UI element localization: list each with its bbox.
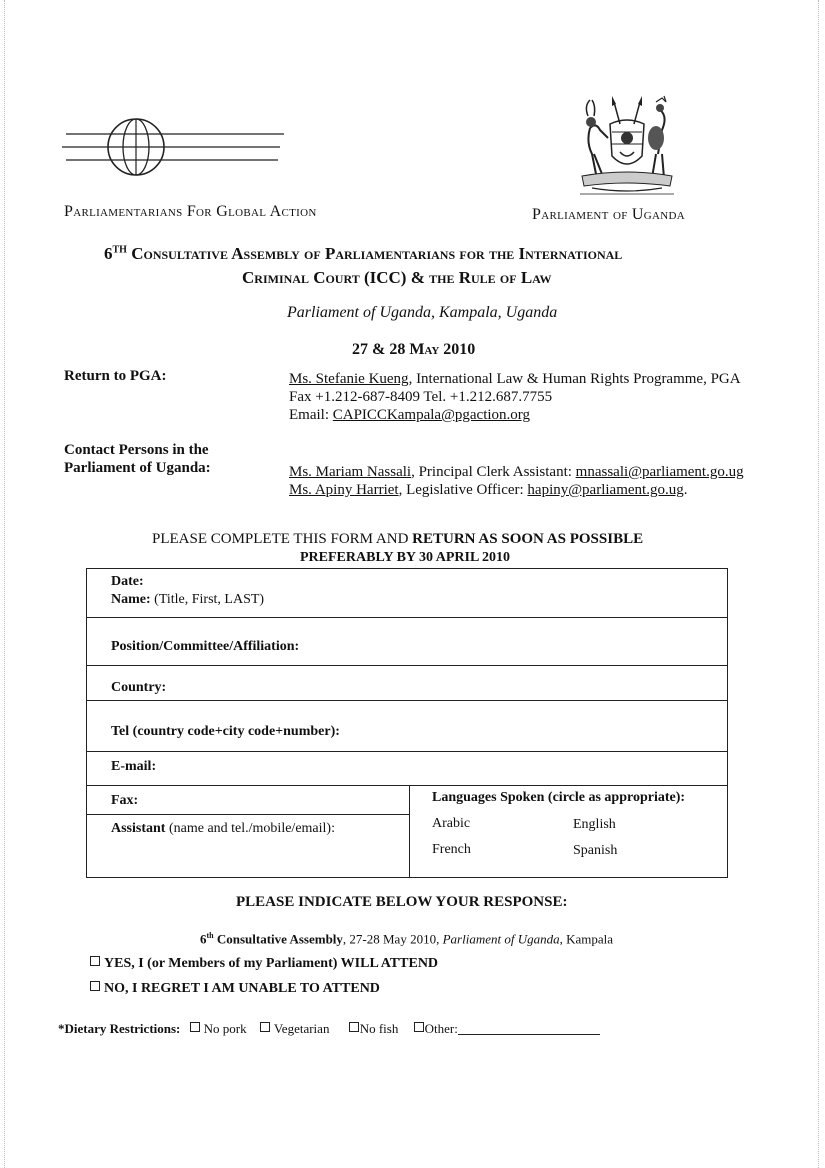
assistant-field-label[interactable] xyxy=(111,821,335,837)
org-pga-name: Parliamentarians For Global Action xyxy=(64,203,317,220)
tel-field-label[interactable]: Tel (country code+city code+number): xyxy=(111,724,340,739)
return-email-link[interactable]: CAPICCKampala@pgaction.org xyxy=(332,407,531,423)
event-dates: , 27-28 May 2010, xyxy=(342,931,443,947)
return-to-details xyxy=(289,370,779,424)
form-divider xyxy=(87,617,727,618)
attend-no-checkbox[interactable] xyxy=(90,981,100,991)
diet-vegetarian-checkbox[interactable] xyxy=(260,1022,270,1032)
form-divider xyxy=(87,700,727,701)
event-ordinal-sup: th xyxy=(206,931,214,940)
country-field-label[interactable]: Country: xyxy=(111,680,167,695)
name-label: Name: xyxy=(111,592,151,607)
title-ordinal: 6 xyxy=(104,244,113,263)
title-rest: Consultative Assembly of Parliamentarians for the International xyxy=(126,244,623,263)
fax-divider xyxy=(87,814,409,815)
return-contact-line xyxy=(289,370,779,388)
language-french[interactable]: French xyxy=(432,842,471,857)
diet-other-blank[interactable] xyxy=(458,1034,600,1035)
contact-2-end: . xyxy=(683,482,688,498)
return-contact-name: Ms. Stefanie Kueng xyxy=(289,371,409,387)
contact-person-1 xyxy=(289,463,789,481)
form-divider xyxy=(87,665,727,666)
diet-no-pork-label: No pork xyxy=(203,1021,247,1036)
attend-yes-option[interactable] xyxy=(90,956,438,972)
contacts-label xyxy=(64,441,211,477)
position-field-label[interactable]: Position/Committee/Affiliation: xyxy=(111,639,300,654)
contact-2-email[interactable]: hapiny@parliament.go.ug xyxy=(527,482,684,498)
name-field-label[interactable] xyxy=(111,592,264,608)
date-field-label[interactable]: Date: xyxy=(111,574,144,589)
registration-form xyxy=(86,568,728,878)
diet-no-fish-checkbox[interactable] xyxy=(349,1022,359,1032)
assistant-hint: (name and tel./mobile/email): xyxy=(165,821,335,836)
instructions-plain: PLEASE COMPLETE THIS FORM AND xyxy=(152,531,413,547)
dates-days: 27 & 28 xyxy=(352,341,410,358)
uganda-coat-of-arms xyxy=(572,94,682,198)
scan-edge-left xyxy=(4,0,5,1168)
assembly-venue: Parliament of Uganda, Kampala, Uganda xyxy=(287,304,558,321)
response-heading: PLEASE INDICATE BELOW YOUR RESPONSE: xyxy=(236,894,568,910)
language-english[interactable]: English xyxy=(573,817,616,832)
return-email-label: Email: xyxy=(289,407,333,423)
dates-month: May 2010 xyxy=(409,341,476,358)
diet-no-fish-option[interactable] xyxy=(349,1021,399,1036)
diet-vegetarian-label: Vegetarian xyxy=(273,1021,330,1036)
return-phones: Fax +1.212-687-8409 Tel. +1.212.687.7755 xyxy=(289,389,553,405)
assembly-title-line2: Criminal Court (ICC) & the Rule of Law xyxy=(242,268,552,287)
assembly-title-line1 xyxy=(104,244,744,264)
email-field-label[interactable]: E-mail: xyxy=(111,759,157,774)
contact-2-name: Ms. Apiny Harriet xyxy=(289,482,399,498)
instructions-line1 xyxy=(152,531,643,548)
instructions-bold: RETURN AS SOON AS POSSIBLE xyxy=(412,531,644,547)
attend-no-option[interactable] xyxy=(90,981,380,997)
form-divider xyxy=(87,751,727,752)
return-to-label: Return to PGA: xyxy=(64,368,167,384)
instructions-deadline: PREFERABLY BY 30 APRIL 2010 xyxy=(300,550,511,565)
diet-other-checkbox[interactable] xyxy=(414,1022,424,1032)
pga-logo xyxy=(58,116,290,180)
attend-yes-checkbox[interactable] xyxy=(90,956,100,966)
event-ordinal: 6 xyxy=(200,931,207,947)
diet-other-label: Other: xyxy=(424,1021,458,1036)
form-divider xyxy=(87,785,727,786)
return-contact-role: , International Law & Human Rights Programme, PGA xyxy=(408,371,741,387)
dietary-restrictions-row xyxy=(58,1021,600,1037)
diet-other-option[interactable] xyxy=(414,1021,600,1036)
assembly-dates xyxy=(352,341,475,359)
contact-1-role: , Principal Clerk Assistant: xyxy=(411,464,576,480)
form-column-divider xyxy=(409,785,410,877)
event-name: Consultative Assembly xyxy=(213,931,343,947)
assistant-label: Assistant xyxy=(111,821,166,836)
contacts-label-line2: Parliament of Uganda: xyxy=(64,460,211,476)
attend-yes-label: YES, I (or Members of my Parliament) WILL ATTEND xyxy=(104,956,439,971)
title-ordinal-sup: TH xyxy=(112,244,127,256)
event-place: Parliament of Uganda xyxy=(442,931,560,947)
scan-edge-right xyxy=(818,0,819,1168)
event-city: , Kampala xyxy=(559,931,614,947)
name-hint: (Title, First, LAST) xyxy=(150,592,265,607)
contact-2-role: , Legislative Officer: xyxy=(398,482,528,498)
response-event-line xyxy=(200,931,613,947)
diet-no-pork-checkbox[interactable] xyxy=(190,1022,200,1032)
diet-no-pork-option[interactable] xyxy=(190,1021,247,1036)
contact-person-2 xyxy=(289,481,789,499)
languages-title: Languages Spoken (circle as appropriate): xyxy=(432,790,686,805)
contacts-details xyxy=(289,463,789,499)
contact-1-email[interactable]: mnassali@parliament.go.ug xyxy=(575,464,744,480)
contacts-label-line1: Contact Persons in the xyxy=(64,442,209,458)
diet-no-fish-label: No fish xyxy=(359,1021,399,1036)
return-email-line xyxy=(289,406,779,424)
attend-no-label: NO, I REGRET I AM UNABLE TO ATTEND xyxy=(104,981,380,996)
fax-field-label[interactable]: Fax: xyxy=(111,793,139,808)
contact-1-name: Ms. Mariam Nassali xyxy=(289,464,412,480)
org-parliament-name: Parliament of Uganda xyxy=(532,206,686,223)
language-arabic[interactable]: Arabic xyxy=(432,816,471,831)
dietary-label: *Dietary Restrictions: xyxy=(58,1021,181,1036)
diet-vegetarian-option[interactable] xyxy=(260,1021,330,1036)
language-spanish[interactable]: Spanish xyxy=(573,843,618,858)
